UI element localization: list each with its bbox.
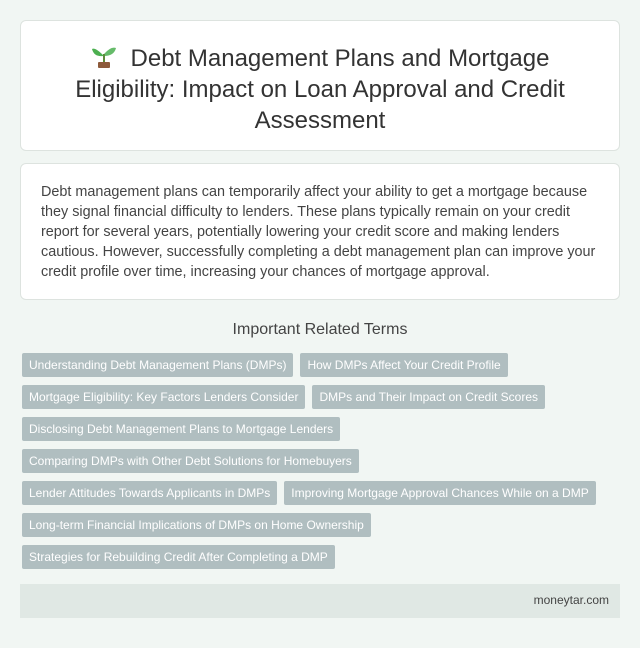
related-term-tag[interactable]: Mortgage Eligibility: Key Factors Lenders Consider [22, 385, 305, 409]
related-term-tag[interactable]: DMPs and Their Impact on Credit Scores [312, 385, 545, 409]
sprout-icon [91, 45, 117, 69]
related-term-tag[interactable]: How DMPs Affect Your Credit Profile [300, 353, 507, 377]
related-term-tag[interactable]: Long-term Financial Implications of DMPs on Home Ownership [22, 513, 371, 537]
tag-row [22, 417, 622, 441]
title-card [20, 20, 620, 151]
tag-row [22, 449, 622, 473]
footer-site-link[interactable]: moneytar.com [533, 593, 609, 607]
related-term-tag[interactable]: Comparing DMPs with Other Debt Solutions for Homebuyers [22, 449, 359, 473]
related-term-tag[interactable]: Lender Attitudes Towards Applicants in DMPs [22, 481, 277, 505]
related-term-tag[interactable]: Understanding Debt Management Plans (DMPs) [22, 353, 293, 377]
tag-row [22, 353, 622, 377]
tag-row [22, 481, 622, 505]
description-text: Debt management plans can temporarily affect your ability to get a mortgage because they signal financial difficulty to lenders. These plans typically remain on your credit report for several years, potentially lowering your credit score and making lenders cautious. However, successfully completing a debt management plan can improve your credit profile over time, increasing your chances of mortgage approval. [41, 184, 596, 280]
related-term-tag[interactable]: Disclosing Debt Management Plans to Mortgage Lenders [22, 417, 340, 441]
description-card [20, 163, 620, 300]
page-title-text: Debt Management Plans and Mortgage Eligibility: Impact on Loan Approval and Credit Assessment [75, 45, 565, 134]
related-term-tag[interactable]: Improving Mortgage Approval Chances While on a DMP [284, 481, 595, 505]
tag-row [22, 385, 622, 409]
related-terms-heading: Important Related Terms [232, 321, 408, 338]
tag-row [22, 545, 622, 569]
page-title [41, 43, 599, 136]
tag-row [22, 513, 622, 537]
related-terms-list [22, 353, 622, 577]
related-term-tag[interactable]: Strategies for Rebuilding Credit After Completing a DMP [22, 545, 335, 569]
footer-bar [20, 584, 620, 618]
